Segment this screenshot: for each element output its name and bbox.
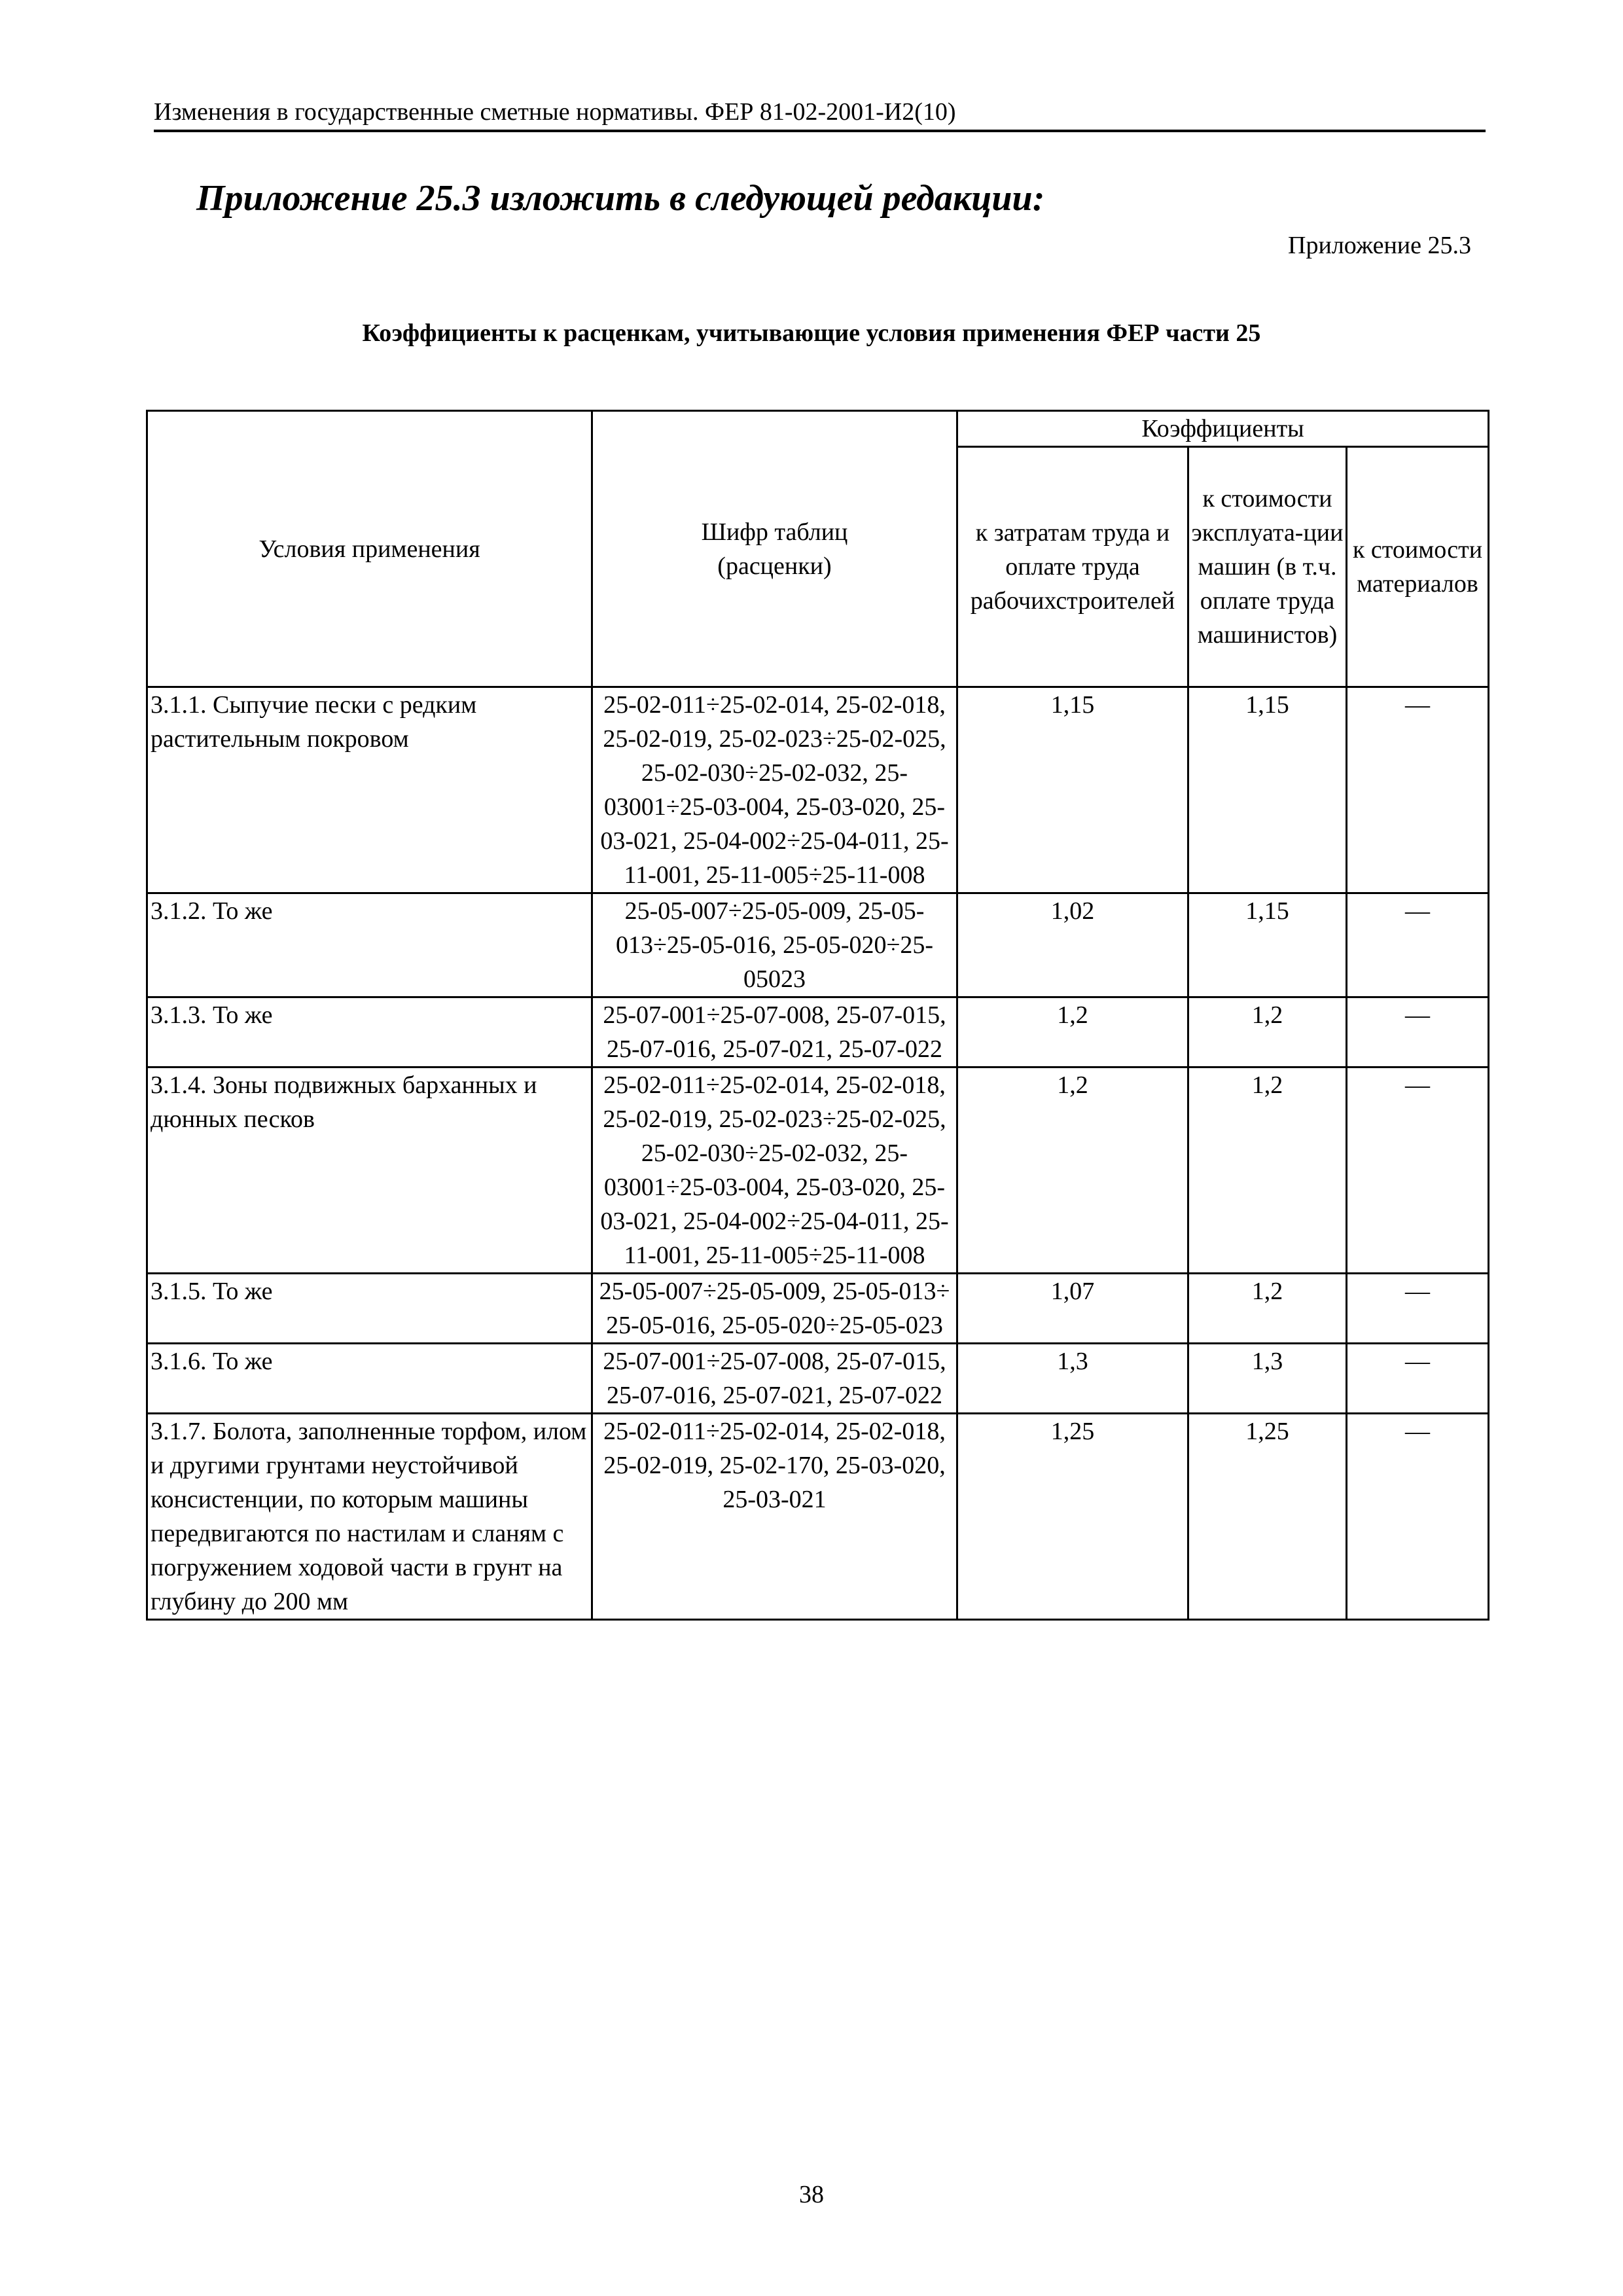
materials-coefficient-cell: — [1347, 1344, 1489, 1414]
column-header-conditions: Условия применения [147, 411, 592, 687]
labor-coefficient-cell: 1,3 [957, 1344, 1188, 1414]
code-cell: 25-02-011÷25-02-014, 25-02-018, 25-02-019, 25-02-023÷25-02-025, 25-02-030÷25-02-032, 25-03001÷25-03-004, 25-03-020, 25-03-021, 25-04-002÷25-04-011, 25-11-001, 25-11-005÷25-11-008 [592, 1067, 957, 1274]
condition-cell: 3.1.3. То же [147, 997, 592, 1067]
code-cell: 25-02-011÷25-02-014, 25-02-018, 25-02-019, 25-02-023÷25-02-025, 25-02-030÷25-02-032, 25-03001÷25-03-004, 25-03-020, 25-03-021, 25-04-002÷25-04-011, 25-11-001, 25-11-005÷25-11-008 [592, 687, 957, 893]
table-row [147, 997, 1489, 1067]
condition-cell: 3.1.7. Болота, заполненные торфом, илом и другими грунтами неустойчивой консистенции, по которым машины передвигаются по настилам и сланям с погружением ходовой части в грунт на глубину до 200 мм [147, 1414, 592, 1620]
labor-coefficient-cell: 1,2 [957, 997, 1188, 1067]
condition-cell: 3.1.5. То же [147, 1274, 592, 1344]
table-row [147, 687, 1489, 893]
materials-coefficient-cell: — [1347, 893, 1489, 997]
coefficients-table [146, 410, 1489, 1621]
condition-cell: 3.1.4. Зоны подвижных барханных и дюнных песков [147, 1067, 592, 1274]
page-title: Приложение 25.3 изложить в следующей редакции: [196, 178, 1045, 219]
code-cell: 25-02-011÷25-02-014, 25-02-018, 25-02-019, 25-02-170, 25-03-020, 25-03-021 [592, 1414, 957, 1620]
condition-cell: 3.1.2. То же [147, 893, 592, 997]
table-row [147, 1344, 1489, 1414]
table-row [147, 1067, 1489, 1274]
table-row [147, 893, 1489, 997]
machines-coefficient-cell: 1,15 [1188, 893, 1347, 997]
materials-coefficient-cell: — [1347, 1414, 1489, 1620]
machines-coefficient-cell: 1,2 [1188, 1274, 1347, 1344]
machines-coefficient-cell: 1,2 [1188, 997, 1347, 1067]
appendix-label: Приложение 25.3 [1288, 232, 1471, 259]
column-header-code: Шифр таблиц (расценки) [592, 411, 957, 687]
table-row [147, 1274, 1489, 1344]
running-title: Изменения в государственные сметные нормативы. ФЕР 81-02-2001-И2(10) [154, 98, 956, 126]
labor-coefficient-cell: 1,15 [957, 687, 1188, 893]
machines-coefficient-cell: 1,15 [1188, 687, 1347, 893]
machines-coefficient-cell: 1,2 [1188, 1067, 1347, 1274]
materials-coefficient-cell: — [1347, 997, 1489, 1067]
labor-coefficient-cell: 1,07 [957, 1274, 1188, 1344]
materials-coefficient-cell: — [1347, 1274, 1489, 1344]
labor-coefficient-cell: 1,02 [957, 893, 1188, 997]
code-cell: 25-07-001÷25-07-008, 25-07-015, 25-07-016, 25-07-021, 25-07-022 [592, 997, 957, 1067]
code-cell: 25-05-007÷25-05-009, 25-05-013÷ 25-05-016, 25-05-020÷25-05-023 [592, 1274, 957, 1344]
materials-coefficient-cell: — [1347, 687, 1489, 893]
labor-coefficient-cell: 1,2 [957, 1067, 1188, 1274]
page-number: 38 [799, 2181, 824, 2208]
condition-cell: 3.1.6. То же [147, 1344, 592, 1414]
table-row [147, 1414, 1489, 1620]
table-title: Коэффициенты к расценкам, учитывающие условия применения ФЕР части 25 [362, 319, 1261, 347]
column-header-machines: к стоимости эксплуата-ции машин (в т.ч. оплате труда машинистов) [1188, 447, 1347, 687]
machines-coefficient-cell: 1,25 [1188, 1414, 1347, 1620]
labor-coefficient-cell: 1,25 [957, 1414, 1188, 1620]
materials-coefficient-cell: — [1347, 1067, 1489, 1274]
condition-cell: 3.1.1. Сыпучие пески с редким растительным покровом [147, 687, 592, 893]
code-cell: 25-05-007÷25-05-009, 25-05-013÷25-05-016, 25-05-020÷25-05023 [592, 893, 957, 997]
column-header-materials: к стоимости материалов [1347, 447, 1489, 687]
code-cell: 25-07-001÷25-07-008, 25-07-015, 25-07-016, 25-07-021, 25-07-022 [592, 1344, 957, 1414]
machines-coefficient-cell: 1,3 [1188, 1344, 1347, 1414]
column-header-labor: к затратам труда и оплате труда рабочихстроителей [957, 447, 1188, 687]
column-header-coefficients: Коэффициенты [957, 411, 1489, 447]
running-header [154, 97, 1486, 132]
